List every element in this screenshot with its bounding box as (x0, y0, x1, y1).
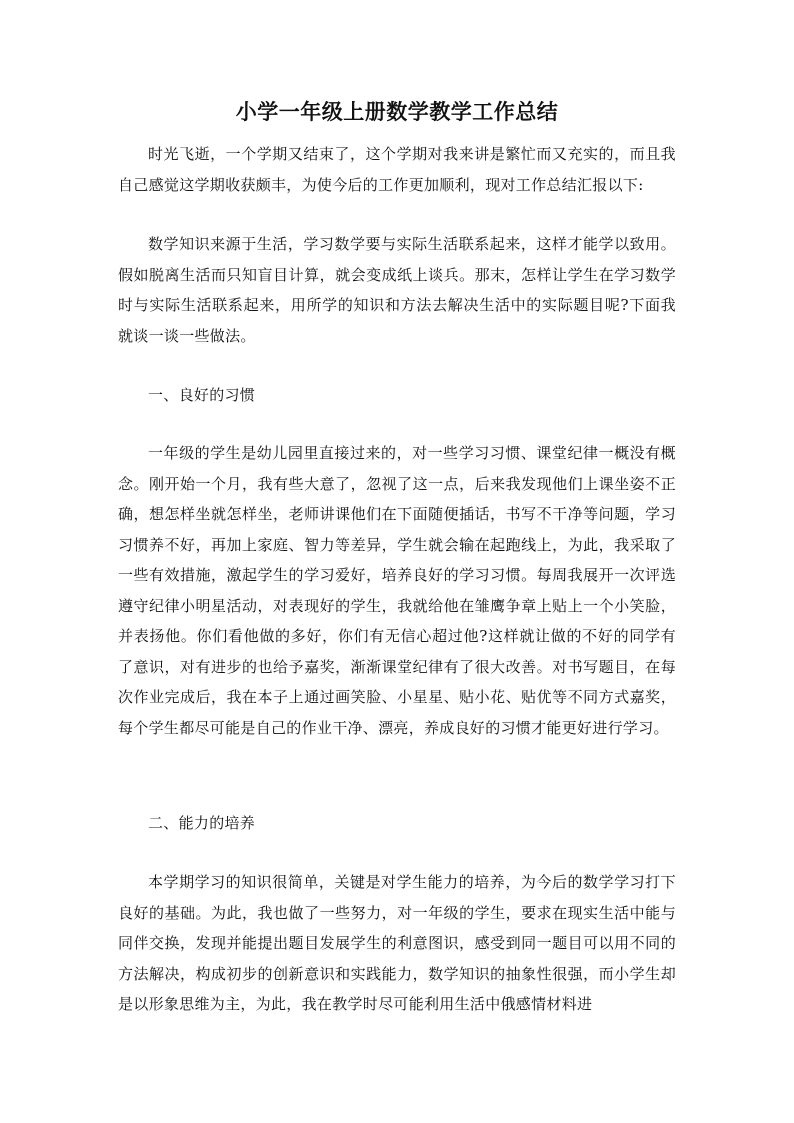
paragraph-ability: 本学期学习的知识很简单，关键是对学生能力的培养，为今后的数学学习打下良好的基础。为此，我也做了一些努力，对一年级的学生，要求在现实生活中能与同伴交换，发现并能提出题目发展学生的利意图识，感受到同一题目可以用不同的方法解决，构成初步的创新意识和实践能力，数学知识的抽象性很强，而小学生却是以形象思维为主，为此，我在教学时尽可能利用生活中俄感情材料进 (118, 873, 676, 1013)
section-heading-ability: 二、能力的培养 (148, 814, 256, 832)
paragraph-habits: 一年级的学生是幼儿园里直接过来的，对一些学习习惯、课堂纪律一概没有概念。刚开始一个月，我有些大意了，忽视了这一点，后来我发现他们上课坐姿不正确，想怎样坐就怎样坐，老师讲课他们在下面随便插话，书写不干净等问题，学习习惯养不好，再加上家庭、智力等差异，学生就会输在起跑线上，为此，我采取了一些有效措施，激起学生的学习爱好，培养良好的学习习惯。每周我展开一次评选遵守纪律小明星活动，对表现好的学生，我就给他在雏鹰争章上贴上一个小笑脸，并表扬他。你们看他做的多好，你们有无信心超过他?这样就让做的不好的同学有了意识，对有进步的也给予嘉奖，渐渐课堂纪律有了很大改善。对书写题目，在每次作业完成后，我在本子上通过画笑脸、小星星、贴小花、贴优等不同方式嘉奖，每个学生都尽可能是自己的作业干净、漂亮，养成良好的习惯才能更好进行学习。 (118, 444, 676, 737)
paragraph-intro: 时光飞逝，一个学期又结束了，这个学期对我来讲是繁忙而又充实的，而且我自己感觉这学期收获颇丰，为使今后的工作更加顺利，现对工作总结汇报以下: (118, 145, 676, 194)
paragraph-life: 数学知识来源于生活，学习数学要与实际生活联系起来，这样才能学以致用。假如脱离生活而只知盲目计算，就会变成纸上谈兵。那末，怎样让学生在学习数学时与实际生活联系起来，用所学的知识和方法去解决生活中的实际题目呢?下面我就谈一谈一些做法。 (118, 235, 676, 345)
section-heading-habits: 一、良好的习惯 (148, 386, 256, 404)
document-title: 小学一年级上册数学教学工作总结 (235, 99, 559, 124)
